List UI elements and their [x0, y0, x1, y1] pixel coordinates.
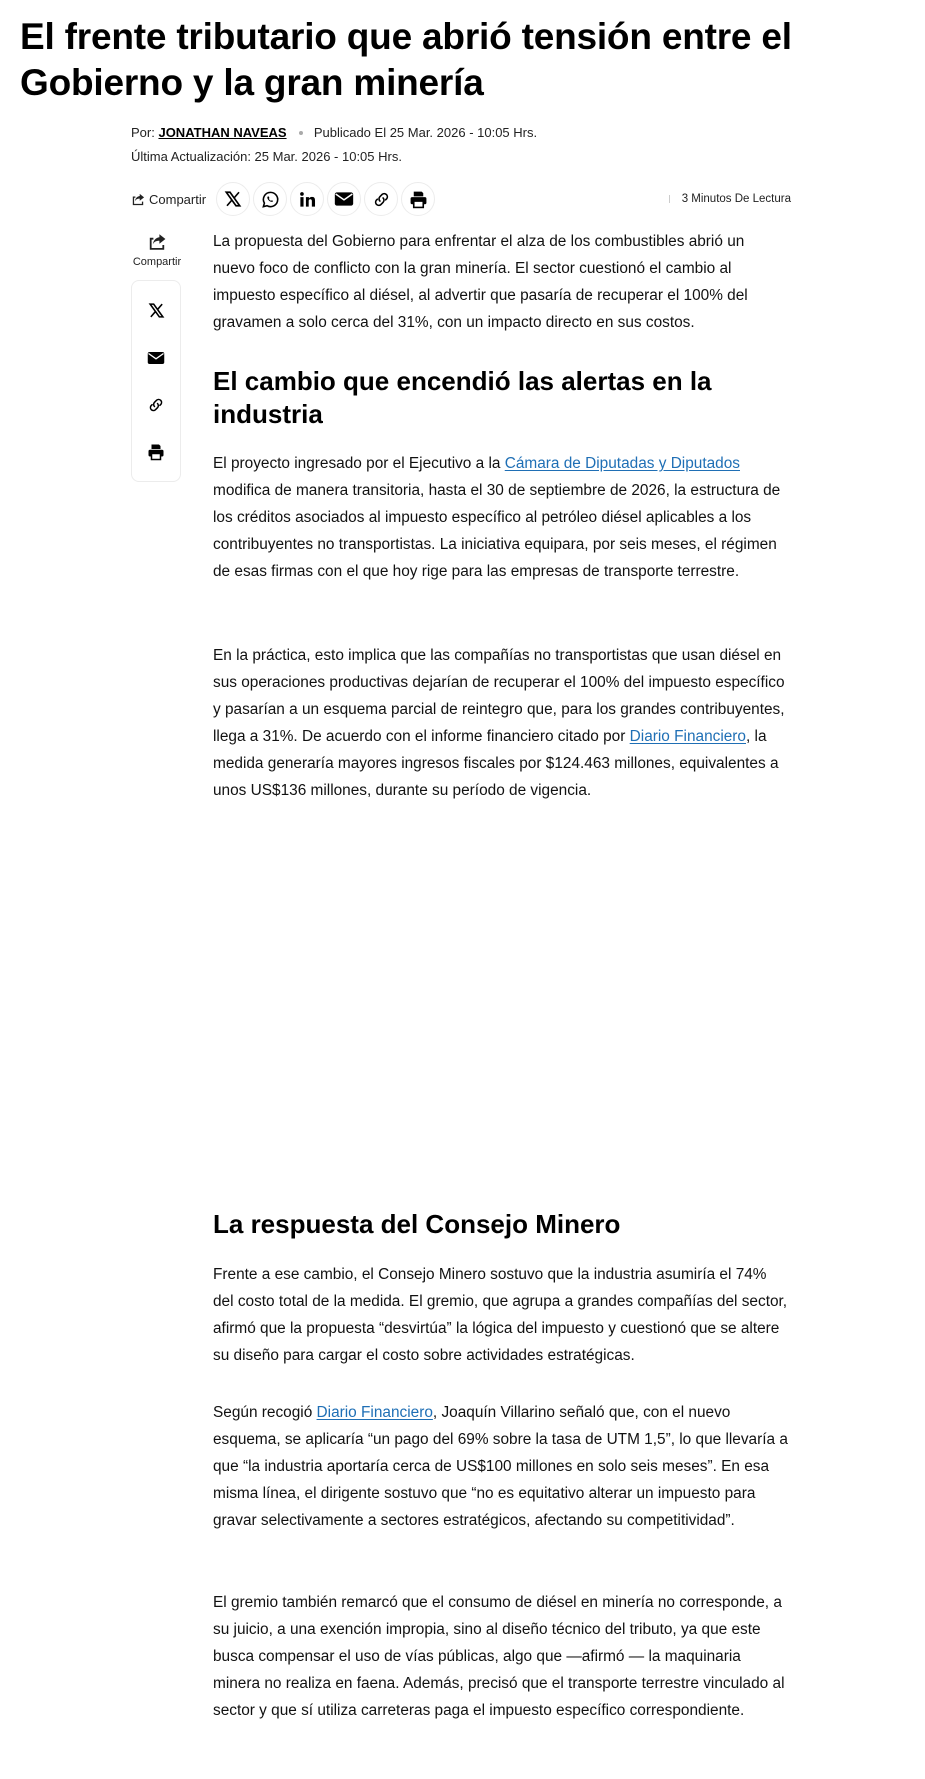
diario-financiero-link[interactable]: Diario Financiero [629, 728, 746, 745]
reading-time [669, 181, 791, 217]
text: En la práctica, esto implica que las compañías no transportistas que usan diésel en sus operaciones productivas dejarían de recuperar el 100% del impuesto específico y pasarían a un esquema parcial de reintegro que, para los grandes contribuyentes, llega a 31%. De acuerdo con el informe financiero citado por [213, 647, 785, 745]
text: , la medida generaría mayores ingresos fiscales por $124.463 millones, equivalentes a unos US$136 millones, durante su período de vigencia. [213, 728, 779, 799]
sidebar-x-button[interactable] [132, 287, 180, 334]
paragraph: Frente a ese cambio, el Consejo Minero sostuvo que la industria asumiría el 74% del costo total de la medida. El gremio, que agrupa a grandes compañías del sector, afirmó que la propuesta “desvirtúa” la lógica del impuesto y cuestionó que se altere su diseño para cargar el costo sobre actividades estratégicas. [213, 1266, 788, 1364]
diario-financiero-link[interactable]: Diario Financiero [316, 1404, 433, 1421]
share-icon [131, 193, 145, 206]
article-title: El frente tributario que abrió tensión entre el Gobierno y la gran minería [20, 16, 792, 103]
email-icon [334, 191, 354, 207]
x-icon [224, 190, 242, 208]
updated-date: Última Actualización: 25 Mar. 2026 - 10:05 Hrs. [131, 149, 402, 164]
link-icon [372, 190, 391, 209]
paragraph [213, 450, 788, 585]
text: Según recogió [213, 1404, 317, 1421]
paragraph [213, 642, 788, 804]
lead-paragraph: La propuesta del Gobierno para enfrentar el alza de los combustibles abrió un nuevo foco de conflicto con la gran minería. El sector cuestionó el cambio al impuesto específico al diésel, al advertir que pasaría de recuperar el 100% del gravamen a solo cerca del 31%, con un impacto directo en sus costos. [213, 233, 748, 331]
x-icon [148, 302, 165, 319]
link-icon [147, 396, 165, 414]
paragraph [213, 1399, 788, 1534]
sidebar-link-button[interactable] [132, 381, 180, 428]
section-heading: El cambio que encendió las alertas en la industria [213, 366, 712, 429]
print-icon [409, 190, 428, 209]
share-whatsapp-button[interactable] [253, 182, 287, 216]
published-date: Publicado El 25 Mar. 2026 - 10:05 Hrs. [313, 125, 538, 140]
share-x-button[interactable] [216, 182, 250, 216]
sidebar-email-button[interactable] [132, 334, 180, 381]
author-link[interactable]: JONATHAN NAVEAS [158, 125, 287, 140]
separator-dot [299, 131, 303, 135]
sidebar-share-label: Compartir [132, 256, 182, 268]
article-meta [131, 121, 537, 169]
text: , Joaquín Villarino señaló que, con el nuevo esquema, se aplicaría “un pago del 69% sobre la tasa de UTM 1,5”, lo que llevaría a que “la industria aportaría cerca de US$100 millones en solo seis meses”. En esa misma línea, el dirigente sostuvo que “no es equitativo alterar un impuesto para gravar selectivamente a sectores estratégicos, afectando su competitividad”. [213, 1404, 788, 1529]
share-button[interactable] [131, 192, 206, 207]
share-link-button[interactable] [364, 182, 398, 216]
reading-time-text: 3 Minutos De Lectura [681, 193, 791, 205]
linkedin-icon [298, 190, 317, 209]
text: modifica de manera transitoria, hasta el 30 de septiembre de 2026, la estructura de los créditos asociados al impuesto específico al petróleo diésel aplicables a los contribuyentes no transportistas. La iniciativa equipara, por seis meses, el régimen de esas firmas con el que hoy rige para las empresas de transporte terrestre. [213, 482, 781, 580]
section-heading: La respuesta del Consejo Minero [213, 1209, 621, 1239]
text: El proyecto ingresado por el Ejecutivo a la [213, 455, 505, 472]
email-icon [147, 351, 165, 365]
share-email-button[interactable] [327, 182, 361, 216]
share-print-button[interactable] [401, 182, 435, 216]
divider [669, 195, 670, 203]
share-linkedin-button[interactable] [290, 182, 324, 216]
whatsapp-icon [261, 190, 280, 209]
sticky-share-sidebar [131, 233, 183, 482]
sidebar-share-box [131, 280, 181, 482]
share-bar [131, 181, 791, 217]
print-icon [147, 443, 165, 461]
share-icon [147, 233, 167, 251]
paragraph: El gremio también remarcó que el consumo de diésel en minería no corresponde, a su juicio, a una exención impropia, sino al diseño técnico del tributo, ya que este busca compensar el uso de vías públicas, algo que —afirmó — la maquinaria minera no realiza en faena. Además, precisó que el transporte terrestre vinculado al sector y que sí utiliza carreteras paga el impuesto específico correspondiente. [213, 1594, 785, 1719]
byline-prefix: Por: [131, 125, 155, 140]
share-label: Compartir [149, 191, 207, 207]
sidebar-print-button[interactable] [132, 428, 180, 475]
camara-link[interactable]: Cámara de Diputadas y Diputados [504, 455, 740, 472]
sidebar-share-button[interactable] [131, 233, 183, 268]
